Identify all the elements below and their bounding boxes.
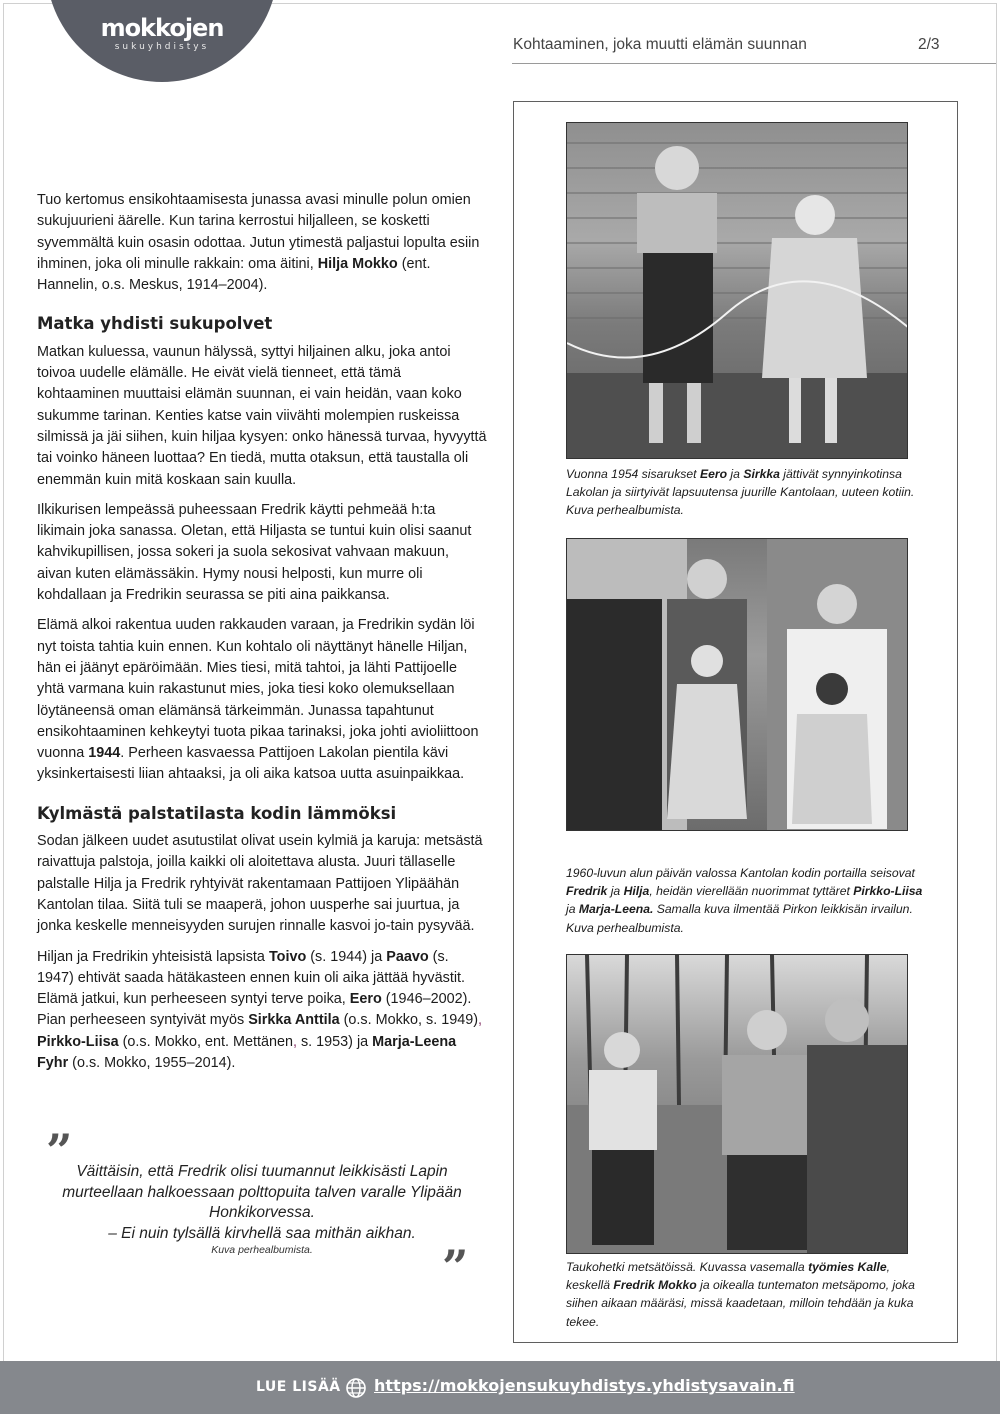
paragraph-intro: Tuo kertomus ensikohtaamisesta junassa avasi minulle polun omien sukujuurieni äärelle. Kun tarina kerrostui hiljalleen, se kosketti syvemmältä kuin osasin odottaa. Jutun ytimestä paljastui lopulta esiin ihminen, joka oli minulle rakkain: oma äitini, Hilja Mokko (ent. Hannelin, o.s. Meskus, 1914–2004). [37,192,480,294]
page-header-title: Kohtaaminen, joka muutti elämän suunnan [513,36,807,53]
paragraph-matka: Matkan kuluessa, vaunun hälyssä, syttyi hiljainen alku, joka antoi toivoa uudelle elämälle. He eivät vielä tienneet, että tämä kohtaaminen muuttaisi elämän suunnan, ei vain heidän, vaan koko sukumme tarinan. Kenties katse vain viivähti molempien ruskeissa silmissä ja jäi siihen, kuin hiljaa kysyen: onko hänessä turvaa, hyvyyttä tai voinko häneen luottaa? En tiedä, mutta otaksun, että taustalla oli enemmän kuin mitä koskaan sain kuulla. [37,343,487,488]
logo-subtitle: sukuyhdistys [114,42,210,52]
quote-close-mark: ” [442,1240,469,1294]
pull-quote [42,1162,482,1244]
photo-siblings-1954 [566,122,908,459]
photo-family-kantola [566,538,908,831]
quote-text: Väittäisin, että Fredrik olisi tuumannut leikkisästi Lapin murteellaan halkoessaan polttopuita talven varalle Ylipään Honkikorvessa. [62,1163,462,1221]
header-divider [512,63,996,64]
article-body [37,190,487,1083]
quote-reply: – Ei nuin tylsällä kirvhellä saa mithän aikhan. [108,1224,416,1242]
website-link[interactable]: https://mokkojensukuyhdistys.yhdistysavain.fi [374,1376,795,1395]
photo-caption-2: 1960-luvun alun päivän valossa Kantolan kodin portailla seisovat Fredrik ja Hilja, heidän vierellään nuorimmat tyttäret Pirkko-Liisa ja Marja-Leena. Samalla kuva ilmentää Pirkon leikkisän irvailun. Kuva perhealbumista. [566,866,923,935]
photo-panel [513,101,958,1343]
quote-open-mark: ” [46,1124,73,1178]
section-heading-matka: Matka yhdisti sukupolvet [37,314,273,334]
photo-caption-1: Vuonna 1954 sisarukset Eero ja Sirkka jättivät synnyinkotinsa Lakolan ja siirtyivät lapsuutensa juurille Kantolaan, uuteen kotiin. Kuva perhealbumista. [566,467,915,518]
footer-read-more-label: LUE LISÄÄ [256,1379,341,1395]
globe-icon [345,1377,367,1399]
section-heading-kylmasta: Kylmästä palstatilasta kodin lämmöksi [37,803,397,823]
photo-forest-illustration [567,955,908,1254]
paragraph-murre: Ilkikurisen lempeässä puheessaan Fredrik käytti pehmeää h:ta likimain joka sanassa. Oletan, että Hiljasta se tuntui kuin olisi saanut kahvikupillisen, jossa sokeri ja suola sekosivat vahvaan makuun, aivan kuten elämässäkin. Hymy nousi helposti, kun murre oli kohdallaan ja Fredrikin seurassa se piti aina paikkansa. [37,501,472,604]
quote-credit: Kuva perhealbumista. [211,1244,313,1256]
photo-siblings-illustration [567,123,908,459]
photo-forest-workers [566,954,908,1254]
paragraph-rakkaus: Elämä alkoi rakentua uuden rakkauden varaan, ja Fredrikin sydän löi nyt toista tahtia kuin ennen. Kun kohtalo oli näyttänyt hänelle Hiljan, hän ei jäänyt epäröimään. Mies tiesi, mitä tahtoi, ja lähti Pattijoelle yhtä varmana kuin rakastunut mies, joka tiesi koko olemuksellaan löytäneensä oman elämänsä tärkeimmän. Junassa tapahtunut ensikohtaaminen kehkeytyi tuota pikaa tarinaksi, joka johti avioliittoon vuonna 1944. Perheen kasvaessa Pattijoen Lakolan pientila kävi yksinkertaisesti liian ahtaaksi, ja oli aika katsoa uutta asuinpaikkaa. [37,617,479,783]
photo-family-illustration [567,539,908,831]
paragraph-lapset: Hiljan ja Fredrikin yhteisistä lapsista Toivo (s. 1944) ja Paavo (s. 1947) ehtivät saada hätäkasteen ennen kuin oli aika jättää hyvästit. Elämä jatkui, kun perheeseen syntyi terve poika, Eero (1946–2002). Pian perheeseen syntyivät myös Sirkka Anttila (o.s. Mokko, s. 1949), Pirkko-Liisa (o.s. Mokko, ent. Mettänen, s. 1953) ja Marja-Leena Fyhr (o.s. Mokko, 1955–2014). [37,948,483,1071]
logo-name: mokkojen [100,14,224,42]
paragraph-asutustila: Sodan jälkeen uudet asutustilat olivat usein kylmiä ja karuja: metsästä raivattuja palstoja, joilla kaikki oli aloitettava alusta. Juuri tällaselle palstalle Hilja ja Fredrik ryhtyivät rakentamaan Pattijoen Ylipäähän Kantolan tilaa. Siitä tuli se maaperä, johon uusperhe sai juurtua, ja jonka keskelle menneisyyden surujen rinnalle kasvoi jo-tain pysyvää. [37,833,483,935]
page-number: 2/3 [918,36,940,53]
photo-caption-3: Taukohetki metsätöissä. Kuvassa vasemalla työmies Kalle, keskellä Fredrik Mokko ja oikealla tuntematon metsäpomo, joka siihen aikaan määräsi, missä kaadetaan, milloin tehdään ja kuka tekee. [566,1260,915,1329]
